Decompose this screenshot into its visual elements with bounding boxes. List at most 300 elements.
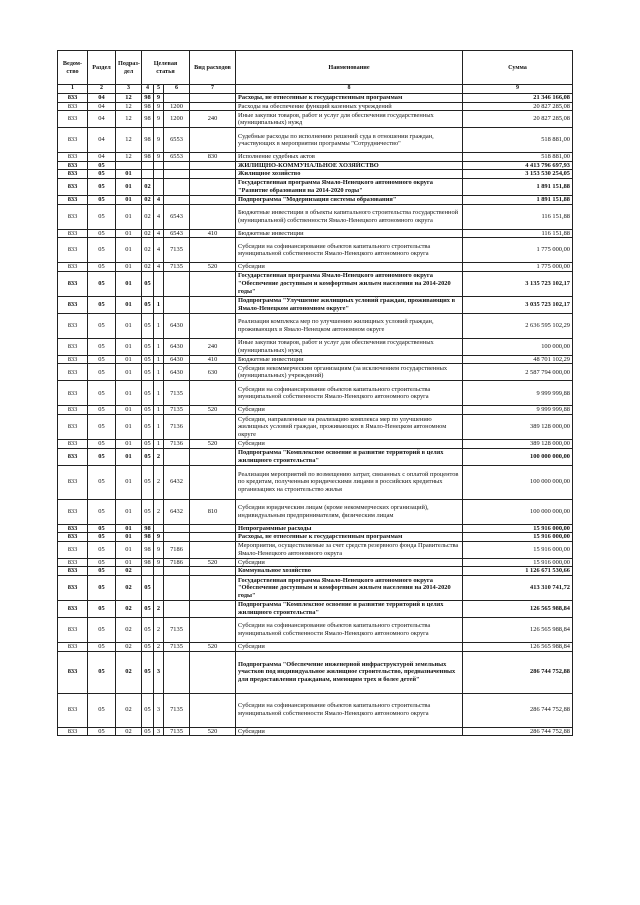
cell-vedomstvo: 833 (58, 617, 88, 642)
cell-podrazdel: 01 (116, 541, 142, 558)
cell-statya-sub: 2 (154, 642, 164, 651)
cell-podrazdel: 01 (116, 195, 142, 204)
cell-summa: 126 565 988,84 (463, 600, 573, 617)
cell-statya-code (164, 271, 190, 296)
cell-razdel: 05 (88, 406, 116, 415)
cell-statya-sub: 1 (154, 338, 164, 355)
cell-vedomstvo: 833 (58, 499, 88, 524)
cell-statya-code (164, 296, 190, 313)
cell-razdel: 05 (88, 617, 116, 642)
cell-vedomstvo: 833 (58, 161, 88, 170)
cell-statya-sub (154, 170, 164, 179)
table-row (58, 338, 573, 355)
cell-summa: 20 827 285,08 (463, 111, 573, 128)
cell-razdel: 05 (88, 296, 116, 313)
table-row (58, 575, 573, 600)
cell-vedomstvo: 833 (58, 642, 88, 651)
cell-naimenovanie: Государственная программа Ямало-Ненецкого автономного округа "Развитие образования на 2014-2020 годы" (236, 178, 463, 195)
cell-statya-sub: 3 (154, 651, 164, 693)
cell-statya-program: 05 (142, 617, 154, 642)
cell-vedomstvo: 833 (58, 296, 88, 313)
cell-summa: 21 346 166,08 (463, 94, 573, 103)
table-row (58, 533, 573, 542)
cell-podrazdel: 01 (116, 313, 142, 338)
cell-razdel: 05 (88, 727, 116, 736)
header-celevaya-statya: Целевая статья (142, 51, 190, 85)
cell-statya-sub (154, 161, 164, 170)
cell-statya-code: 7186 (164, 558, 190, 567)
table-row (58, 94, 573, 103)
cell-vid-rashodov (190, 271, 236, 296)
table-row (58, 541, 573, 558)
cell-naimenovanie: Коммунальное хозяйство (236, 567, 463, 576)
cell-summa: 9 999 999,88 (463, 406, 573, 415)
cell-statya-program: 02 (142, 178, 154, 195)
cell-vid-rashodov: 810 (190, 499, 236, 524)
cell-vedomstvo: 833 (58, 439, 88, 448)
cell-statya-sub: 1 (154, 406, 164, 415)
cell-vid-rashodov (190, 524, 236, 533)
cell-statya-program: 05 (142, 406, 154, 415)
cell-summa: 15 916 000,00 (463, 541, 573, 558)
cell-podrazdel: 01 (116, 448, 142, 465)
cell-summa: 100 000 000,00 (463, 448, 573, 465)
cell-vid-rashodov: 240 (190, 338, 236, 355)
table-body (58, 94, 573, 736)
cell-statya-program: 05 (142, 499, 154, 524)
cell-statya-sub: 2 (154, 465, 164, 499)
cell-razdel: 05 (88, 558, 116, 567)
cell-naimenovanie: Судебные расходы по исполнению решений суда в отношении граждан, участвующих в мероприятии программы "Сотрудничество" (236, 128, 463, 153)
cell-podrazdel: 01 (116, 229, 142, 238)
cell-naimenovanie: Субсидии некоммерческим организациям (за исключением государственных (муниципальных) учреждений) (236, 364, 463, 381)
cell-podrazdel: 01 (116, 170, 142, 179)
cell-naimenovanie: Субсидии (236, 642, 463, 651)
cell-vedomstvo: 833 (58, 111, 88, 128)
cell-vid-rashodov (190, 693, 236, 727)
table-row (58, 558, 573, 567)
cell-vedomstvo: 833 (58, 541, 88, 558)
cell-statya-code: 6432 (164, 499, 190, 524)
cell-summa: 286 744 752,88 (463, 693, 573, 727)
table-row (58, 296, 573, 313)
cell-summa: 286 744 752,88 (463, 727, 573, 736)
cell-razdel: 04 (88, 128, 116, 153)
cell-statya-program: 05 (142, 414, 154, 439)
cell-vedomstvo: 833 (58, 94, 88, 103)
table-row (58, 204, 573, 229)
cell-statya-sub: 2 (154, 499, 164, 524)
cell-vid-rashodov (190, 414, 236, 439)
cell-summa: 126 565 988,84 (463, 617, 573, 642)
cell-vedomstvo: 833 (58, 313, 88, 338)
table-row (58, 195, 573, 204)
cell-naimenovanie: Субсидии, направленные на реализацию комплекса мер по улучшению жилищных условий граждан, проживающих в Ямало-Ненецком автономном округе (236, 414, 463, 439)
cell-statya-program: 02 (142, 204, 154, 229)
cell-statya-sub: 4 (154, 195, 164, 204)
cell-naimenovanie: Государственная программа Ямало-Ненецкого автономного округа "Обеспечение доступным и комфортным жильем населения на 2014-2020 годы" (236, 575, 463, 600)
cell-podrazdel: 01 (116, 558, 142, 567)
cell-naimenovanie: Реализация мероприятий по возмещению затрат, связанных с оплатой процентов по кредитам, полученным юридическими лицами в российских кредитных организациях на строительство жилья (236, 465, 463, 499)
cell-statya-code: 6432 (164, 465, 190, 499)
cell-razdel: 05 (88, 541, 116, 558)
cell-statya-sub: 2 (154, 617, 164, 642)
cell-naimenovanie: Субсидии юридическим лицам (кроме некоммерческих организаций), индивидуальным предпринимателям, физическим лицам (236, 499, 463, 524)
cell-statya-program: 02 (142, 238, 154, 263)
cell-vid-rashodov: 630 (190, 364, 236, 381)
cell-razdel: 05 (88, 161, 116, 170)
table-row (58, 178, 573, 195)
table-row (58, 313, 573, 338)
cell-vid-rashodov (190, 204, 236, 229)
cell-vid-rashodov: 520 (190, 727, 236, 736)
cell-statya-program: 05 (142, 651, 154, 693)
cell-vedomstvo: 833 (58, 178, 88, 195)
cell-podrazdel: 01 (116, 178, 142, 195)
cell-statya-sub (154, 178, 164, 195)
table-row (58, 693, 573, 727)
cell-naimenovanie: Подпрограмма "Улучшение жилищных условий граждан, проживающих в Ямало-Ненецком автономном округе" (236, 296, 463, 313)
cell-statya-code: 7135 (164, 238, 190, 263)
cell-statya-code: 7135 (164, 381, 190, 406)
cell-vid-rashodov (190, 541, 236, 558)
column-number: 4 (142, 85, 154, 94)
cell-razdel: 05 (88, 271, 116, 296)
cell-summa: 15 916 000,00 (463, 533, 573, 542)
cell-vid-rashodov (190, 238, 236, 263)
cell-vid-rashodov (190, 195, 236, 204)
cell-razdel: 05 (88, 313, 116, 338)
cell-statya-program: 05 (142, 355, 154, 364)
cell-statya-program: 98 (142, 524, 154, 533)
header-vedomstvo: Ведом-ство (58, 51, 88, 85)
cell-vid-rashodov: 520 (190, 406, 236, 415)
cell-vid-rashodov (190, 567, 236, 576)
cell-statya-code: 7135 (164, 693, 190, 727)
cell-statya-code: 6430 (164, 364, 190, 381)
cell-vid-rashodov (190, 128, 236, 153)
cell-vid-rashodov (190, 465, 236, 499)
cell-razdel: 05 (88, 204, 116, 229)
cell-naimenovanie: Субсидии (236, 727, 463, 736)
cell-vedomstvo: 833 (58, 533, 88, 542)
cell-podrazdel: 01 (116, 533, 142, 542)
cell-statya-code: 6430 (164, 338, 190, 355)
cell-vid-rashodov (190, 448, 236, 465)
cell-razdel: 04 (88, 102, 116, 111)
cell-statya-code (164, 575, 190, 600)
cell-vedomstvo: 833 (58, 651, 88, 693)
cell-statya-code (164, 524, 190, 533)
cell-summa: 518 881,00 (463, 128, 573, 153)
cell-vedomstvo: 833 (58, 381, 88, 406)
cell-podrazdel: 01 (116, 406, 142, 415)
cell-statya-sub: 1 (154, 381, 164, 406)
cell-razdel: 05 (88, 533, 116, 542)
cell-vid-rashodov (190, 651, 236, 693)
header-razdel: Раздел (88, 51, 116, 85)
cell-vedomstvo: 833 (58, 414, 88, 439)
cell-statya-sub: 1 (154, 355, 164, 364)
cell-naimenovanie: Подпрограмма "Модернизация системы образования" (236, 195, 463, 204)
cell-statya-code: 6553 (164, 128, 190, 153)
cell-statya-code: 6430 (164, 355, 190, 364)
cell-razdel: 04 (88, 94, 116, 103)
cell-naimenovanie: Субсидии на софинансирование объектов капитального строительства муниципальной собственности Ямало-Ненецкого автономного округа (236, 693, 463, 727)
cell-naimenovanie: Подпрограмма "Обеспечение инженерной инфраструктурой земельных участков под индивидуальное жилищное строительство, предназначенных для предоставления гражданам, имеющим трех и более детей" (236, 651, 463, 693)
cell-statya-code (164, 195, 190, 204)
cell-statya-sub (154, 567, 164, 576)
cell-podrazdel: 02 (116, 727, 142, 736)
cell-summa: 2 587 794 000,00 (463, 364, 573, 381)
cell-statya-code: 7135 (164, 406, 190, 415)
cell-podrazdel: 01 (116, 204, 142, 229)
cell-vid-rashodov (190, 161, 236, 170)
cell-naimenovanie: Бюджетные инвестиции (236, 355, 463, 364)
cell-statya-program (142, 170, 154, 179)
cell-vid-rashodov: 240 (190, 111, 236, 128)
table-row (58, 414, 573, 439)
table-header-row (58, 51, 573, 85)
table-row (58, 153, 573, 162)
cell-statya-program: 98 (142, 153, 154, 162)
cell-summa: 3 153 530 254,05 (463, 170, 573, 179)
cell-summa: 1 775 000,00 (463, 238, 573, 263)
cell-statya-sub: 3 (154, 727, 164, 736)
cell-statya-program (142, 161, 154, 170)
cell-summa: 1 891 151,88 (463, 195, 573, 204)
cell-podrazdel: 12 (116, 94, 142, 103)
cell-vid-rashodov (190, 102, 236, 111)
cell-summa: 413 310 741,72 (463, 575, 573, 600)
cell-vid-rashodov (190, 381, 236, 406)
cell-vedomstvo: 833 (58, 693, 88, 727)
cell-naimenovanie: Субсидии на софинансирование объектов капитального строительства муниципальной собственности Ямало-Ненецкого автономного округа (236, 381, 463, 406)
cell-statya-code: 7135 (164, 263, 190, 272)
cell-podrazdel: 02 (116, 575, 142, 600)
budget-table (57, 50, 573, 736)
cell-statya-code (164, 533, 190, 542)
cell-statya-sub: 9 (154, 94, 164, 103)
table-row (58, 102, 573, 111)
table-row (58, 381, 573, 406)
cell-statya-program: 05 (142, 575, 154, 600)
cell-podrazdel: 12 (116, 102, 142, 111)
cell-statya-program: 05 (142, 727, 154, 736)
cell-statya-sub: 9 (154, 558, 164, 567)
table-row (58, 642, 573, 651)
cell-razdel: 05 (88, 170, 116, 179)
cell-vedomstvo: 833 (58, 170, 88, 179)
cell-statya-program: 05 (142, 600, 154, 617)
table-row (58, 651, 573, 693)
cell-statya-program: 98 (142, 111, 154, 128)
cell-vedomstvo: 833 (58, 600, 88, 617)
cell-podrazdel: 01 (116, 263, 142, 272)
cell-razdel: 05 (88, 439, 116, 448)
cell-vedomstvo: 833 (58, 727, 88, 736)
cell-vedomstvo: 833 (58, 558, 88, 567)
cell-vedomstvo: 833 (58, 238, 88, 263)
header-summa: Сумма (463, 51, 573, 85)
cell-statya-program: 05 (142, 271, 154, 296)
cell-statya-sub: 4 (154, 238, 164, 263)
cell-statya-program: 05 (142, 296, 154, 313)
cell-statya-sub: 1 (154, 364, 164, 381)
cell-statya-code (164, 161, 190, 170)
cell-podrazdel: 01 (116, 465, 142, 499)
cell-podrazdel: 01 (116, 364, 142, 381)
cell-razdel: 04 (88, 153, 116, 162)
cell-razdel: 05 (88, 364, 116, 381)
cell-razdel: 05 (88, 414, 116, 439)
cell-statya-code (164, 170, 190, 179)
cell-podrazdel (116, 161, 142, 170)
cell-statya-code: 1200 (164, 102, 190, 111)
cell-vid-rashodov (190, 296, 236, 313)
table-row (58, 448, 573, 465)
cell-naimenovanie: Государственная программа Ямало-Ненецкого автономного округа "Обеспечение доступным и комфортным жильем населения на 2014-2020 годы" (236, 271, 463, 296)
cell-naimenovanie: Реализация комплекса мер по улучшению жилищных условий граждан, проживающих в Ямало-Ненецком автономном округе (236, 313, 463, 338)
cell-statya-code: 6543 (164, 204, 190, 229)
table-row (58, 128, 573, 153)
column-number: 7 (190, 85, 236, 94)
cell-razdel: 05 (88, 238, 116, 263)
cell-statya-sub: 1 (154, 414, 164, 439)
cell-summa: 3 135 723 102,17 (463, 271, 573, 296)
cell-vedomstvo: 833 (58, 524, 88, 533)
cell-razdel: 05 (88, 355, 116, 364)
cell-podrazdel: 01 (116, 499, 142, 524)
cell-vid-rashodov (190, 94, 236, 103)
cell-razdel: 05 (88, 575, 116, 600)
table-row (58, 600, 573, 617)
cell-naimenovanie: Иные закупки товаров, работ и услуг для обеспечения государственных (муниципальных) нужд (236, 111, 463, 128)
cell-razdel: 05 (88, 229, 116, 238)
cell-podrazdel: 01 (116, 524, 142, 533)
cell-statya-code: 7136 (164, 439, 190, 448)
cell-summa: 389 128 000,00 (463, 414, 573, 439)
cell-podrazdel: 12 (116, 153, 142, 162)
cell-summa: 100 000 000,00 (463, 499, 573, 524)
table-row (58, 617, 573, 642)
cell-statya-program (142, 567, 154, 576)
cell-summa: 1 775 000,00 (463, 263, 573, 272)
cell-vedomstvo: 833 (58, 406, 88, 415)
cell-statya-sub: 4 (154, 204, 164, 229)
cell-statya-sub: 2 (154, 448, 164, 465)
cell-razdel: 04 (88, 111, 116, 128)
cell-statya-program: 02 (142, 263, 154, 272)
cell-statya-program: 98 (142, 558, 154, 567)
cell-vid-rashodov: 520 (190, 558, 236, 567)
cell-podrazdel: 12 (116, 128, 142, 153)
cell-statya-sub: 9 (154, 541, 164, 558)
cell-summa: 20 827 285,08 (463, 102, 573, 111)
cell-podrazdel: 02 (116, 600, 142, 617)
cell-razdel: 05 (88, 499, 116, 524)
cell-vedomstvo: 833 (58, 271, 88, 296)
cell-statya-program: 05 (142, 381, 154, 406)
cell-statya-program: 98 (142, 541, 154, 558)
cell-statya-code (164, 651, 190, 693)
cell-statya-sub: 9 (154, 102, 164, 111)
cell-summa: 9 999 999,88 (463, 381, 573, 406)
cell-podrazdel: 01 (116, 355, 142, 364)
cell-vid-rashodov: 410 (190, 355, 236, 364)
column-number: 3 (116, 85, 142, 94)
cell-vedomstvo: 833 (58, 229, 88, 238)
cell-podrazdel: 01 (116, 338, 142, 355)
table-row (58, 161, 573, 170)
cell-naimenovanie: Иные закупки товаров, работ и услуг для обеспечения государственных (муниципальных) нужд (236, 338, 463, 355)
cell-vid-rashodov: 520 (190, 439, 236, 448)
cell-razdel: 05 (88, 642, 116, 651)
cell-statya-program: 05 (142, 313, 154, 338)
cell-statya-program: 02 (142, 195, 154, 204)
cell-summa: 3 035 723 102,17 (463, 296, 573, 313)
cell-statya-sub: 9 (154, 153, 164, 162)
column-number: 1 (58, 85, 88, 94)
cell-razdel: 05 (88, 567, 116, 576)
cell-statya-code: 7135 (164, 642, 190, 651)
cell-podrazdel: 01 (116, 238, 142, 263)
cell-statya-sub: 4 (154, 263, 164, 272)
cell-vid-rashodov (190, 617, 236, 642)
cell-razdel: 05 (88, 524, 116, 533)
cell-naimenovanie: Субсидии (236, 558, 463, 567)
cell-statya-program: 98 (142, 102, 154, 111)
cell-statya-program: 05 (142, 642, 154, 651)
budget-sheet (57, 50, 572, 736)
table-row (58, 271, 573, 296)
table-row (58, 727, 573, 736)
cell-naimenovanie: Исполнение судебных актов (236, 153, 463, 162)
cell-podrazdel: 01 (116, 439, 142, 448)
cell-summa: 126 565 988,84 (463, 642, 573, 651)
cell-podrazdel: 01 (116, 271, 142, 296)
cell-naimenovanie: Непрограммные расходы (236, 524, 463, 533)
cell-statya-sub: 1 (154, 439, 164, 448)
cell-podrazdel: 01 (116, 296, 142, 313)
cell-statya-code: 6553 (164, 153, 190, 162)
cell-vid-rashodov (190, 313, 236, 338)
cell-vedomstvo: 833 (58, 448, 88, 465)
cell-statya-sub: 3 (154, 693, 164, 727)
table-row (58, 238, 573, 263)
header-naimenovanie: Наименование (236, 51, 463, 85)
table-row (58, 111, 573, 128)
table-row (58, 499, 573, 524)
cell-razdel: 05 (88, 465, 116, 499)
table-row (58, 439, 573, 448)
cell-summa: 389 128 000,00 (463, 439, 573, 448)
cell-statya-code: 7135 (164, 727, 190, 736)
cell-podrazdel: 02 (116, 617, 142, 642)
cell-naimenovanie: Бюджетные инвестиции в объекты капитального строительства государственной (муниципальной) собственности Ямало-Ненецкого автономного округа (236, 204, 463, 229)
column-number: 2 (88, 85, 116, 94)
header-podrazdel: Подраз-дел (116, 51, 142, 85)
cell-statya-code (164, 567, 190, 576)
cell-statya-code (164, 600, 190, 617)
cell-razdel: 05 (88, 651, 116, 693)
cell-vedomstvo: 833 (58, 204, 88, 229)
table-row (58, 567, 573, 576)
cell-statya-code: 7186 (164, 541, 190, 558)
cell-vedomstvo: 833 (58, 102, 88, 111)
cell-vedomstvo: 833 (58, 153, 88, 162)
cell-vid-rashodov: 410 (190, 229, 236, 238)
